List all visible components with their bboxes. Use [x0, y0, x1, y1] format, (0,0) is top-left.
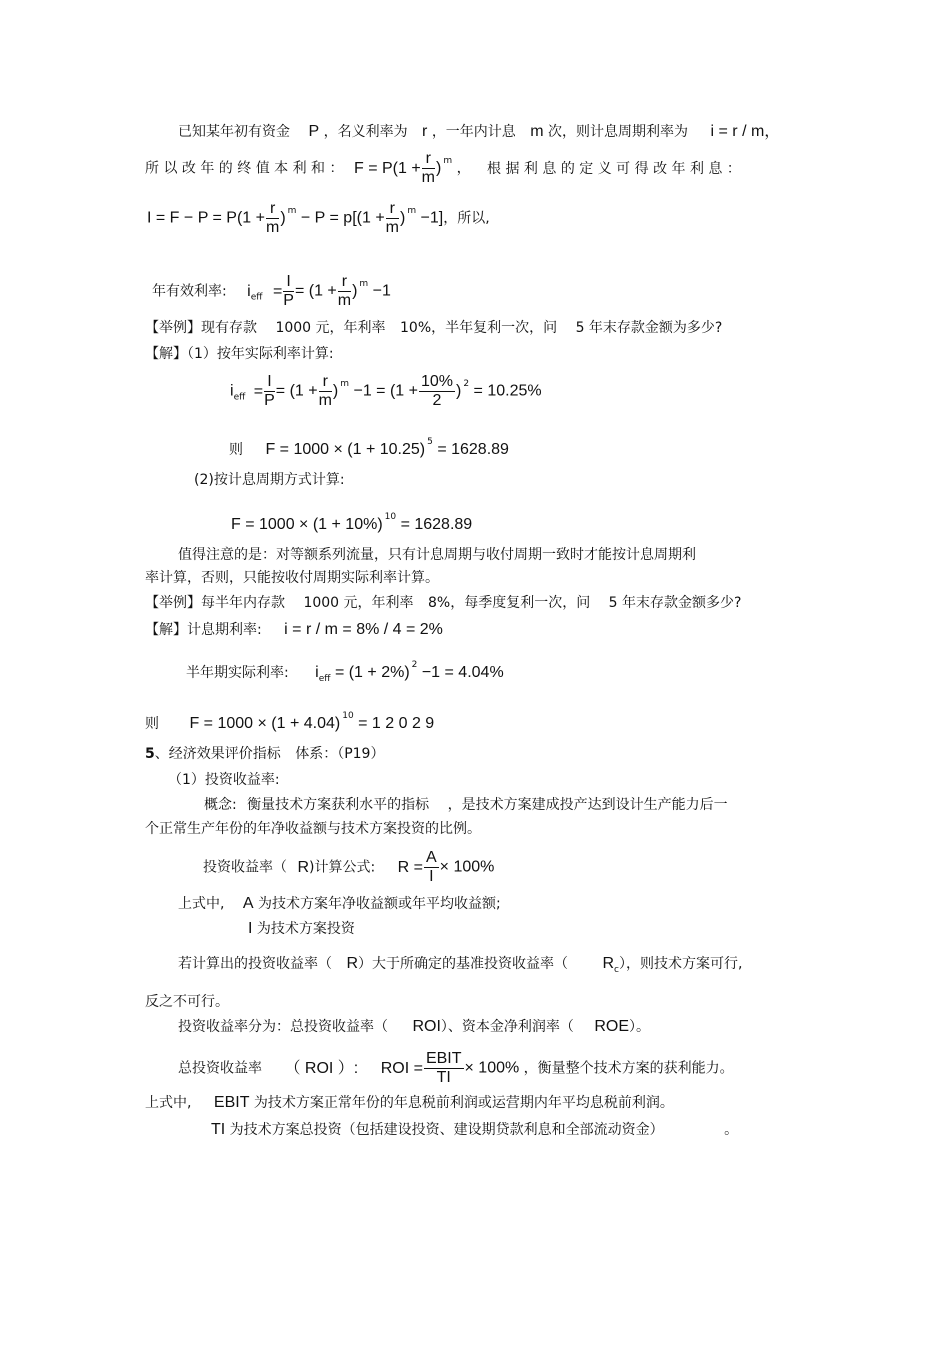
text-line-4: 年有效利率: $i_{eff}$ = $\frac{I}{P}$ = (1 + $\frac{r}{m}$ ) $^m$ −1	[152, 273, 391, 309]
fraction-10pct-2: $\frac{10\%}{2}$	[420, 373, 454, 409]
text-line-10: F = 1000 × (1 + 10%) $^{10}$ = 1628.89	[231, 512, 473, 533]
text-line-12: 率计算，否则，只能按收付周期实际利率计算。	[145, 570, 439, 586]
text-line-5: 【举例】现有存款 1000 元，年利率 10%，半年复利一次，问 5 年末存款金额为多少?	[145, 320, 723, 336]
fraction-r-m: $\frac{r}{m}$	[337, 273, 352, 309]
text-line-19: 概念: 衡量技术方案获利水平的指标 ，是技术方案建成投产达到设计生产能力后一	[204, 797, 728, 813]
text-line-27: 总投资收益率 （ ROI ）: ROI = $\frac{\text{EBIT}}{TI}$ × 100% ，衡量整个技术方案的获利能力。	[178, 1050, 734, 1086]
fraction-A-I: $\frac{A}{I}$	[426, 849, 437, 885]
text-line-13: 【举例】每半年内存款 1000 元，年利率 8%，每季度复利一次，问 5 年末存款金额多少?	[145, 595, 742, 611]
text-line-29: TI 为技术方案总投资（包括建设投资、建设期贷款利息和全部流动资金） 。	[211, 1121, 739, 1138]
text-line-2: 所 以 改 年 的 终 值 本 利 和 ： F = P(1 + $\frac{r}{m}$ ) $^m$ ， 根 据 利 息 的 定 义 可 得 改 年 利 息 ：	[145, 150, 741, 186]
text-line-11: 值得注意的是：对等额系列流量，只有计息周期与收付周期一致时才能按计息周期利	[178, 547, 696, 563]
text-line-16: 则 F = 1000 × (1 + 4.04) $^{10}$ = 1 2 0 2 9	[145, 711, 435, 732]
text-line-15: 半年期实际利率: $i_{eff} = (1 + 2\%)$ $^2$ −1 = 4.04%	[186, 660, 504, 684]
fraction-r-m: $\frac{r}{m}$	[318, 373, 332, 409]
text-line-28: 上式中, EBIT 为技术方案正常年份的年息税前利润或运营期内年平均息税前利润。	[145, 1094, 674, 1111]
text-line-20: 个正常生产年份的年净收益额与技术方案投资的比例。	[145, 821, 481, 837]
text-line-7: $i_{eff}$ = $\frac{I}{P}$ = (1 + $\frac{r}{m}$ ) $^m$ −1 = (1 + $\frac{10\%}{2}$ ) $^2$ = 10.25%	[230, 373, 542, 409]
section-heading-5: 5、经济效果评价指标 体系：（P19）	[145, 746, 385, 762]
fraction-r-m: $\frac{r}{m}$	[385, 200, 399, 236]
text-line-1: 已知某年初有资金 P ，名义利率为 r ，一年内计息 m 次，则计息周期利率为 i = r / m，	[178, 123, 781, 140]
text-line-9: (2)按计息周期方式计算:	[194, 472, 345, 488]
fraction-EBIT-TI: $\frac{\text{EBIT}}{TI}$	[425, 1050, 462, 1086]
fraction-r-m: $\frac{r}{m}$	[421, 150, 435, 186]
text-line-3: I = F − P = P(1 + $\frac{r}{m}$ ) $^m$ − P = p[(1 + $\frac{r}{m}$ ) $^m$ −1]，所以,	[147, 200, 490, 236]
text-line-21: 投资收益率（ R)计算公式: R = $\frac{A}{I}$ × 100%	[203, 849, 495, 885]
text-line-22: 上式中, A 为技术方案年净收益额或年平均收益额;	[178, 895, 501, 912]
fraction-r-m: $\frac{r}{m}$	[266, 200, 280, 236]
text-line-25: 反之不可行。	[145, 994, 229, 1010]
fraction-I-P: $\frac{I}{P}$	[283, 273, 294, 309]
fraction-I-P: $\frac{I}{P}$	[264, 373, 275, 409]
text-line-26: 投资收益率分为：总投资收益率（ ROI）、资本金净利润率（ ROE）。	[178, 1018, 651, 1035]
text-line-14: 【解】计息期利率: i = r / m = 8% / 4 = 2%	[145, 621, 443, 638]
text-line-6: 【解】（1）按年实际利率计算:	[145, 346, 334, 362]
text-line-8: 则 F = 1000 × (1 + 10.25) $^5$ = 1628.89	[229, 437, 509, 458]
subheading-1: （1）投资收益率:	[168, 772, 280, 788]
text-line-23: I 为技术方案投资	[248, 920, 355, 937]
text-line-24: 若计算出的投资收益率（ R）大于所确定的基准投资收益率（ $R_c$），则技术方案可行,	[178, 955, 743, 975]
